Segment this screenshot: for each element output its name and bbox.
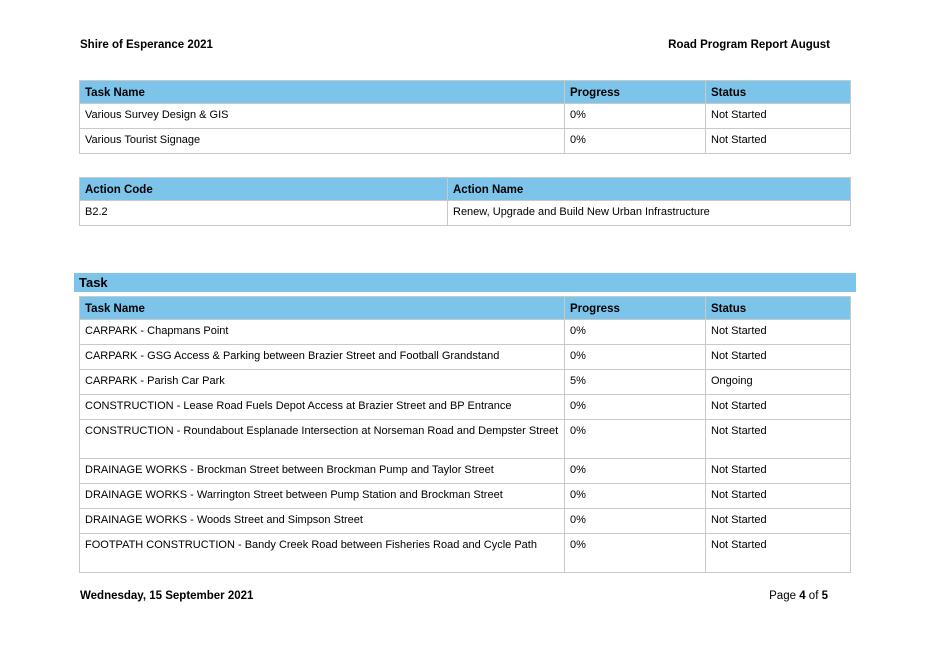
table-header-row	[80, 81, 851, 104]
task-name-cell: CARPARK - Parish Car Park	[80, 370, 565, 395]
column-header-task-name: Task Name	[80, 81, 565, 104]
column-header-status: Status	[706, 81, 851, 104]
page-footer	[80, 590, 830, 606]
report-title: Road Program Report August	[668, 39, 830, 51]
progress-cell: 5%	[565, 370, 706, 395]
progress-cell: 0%	[565, 484, 706, 509]
table-header-row	[80, 178, 851, 201]
progress-cell: 0%	[565, 104, 706, 129]
table-row	[80, 129, 851, 154]
column-header-action-code: Action Code	[80, 178, 448, 201]
task-table	[79, 296, 851, 573]
status-cell: Not Started	[706, 395, 851, 420]
column-header-progress: Progress	[565, 297, 706, 320]
task-name-cell: CONSTRUCTION - Roundabout Esplanade Intersection at Norseman Road and Dempster Street	[80, 420, 565, 459]
page-number	[769, 590, 828, 602]
status-cell: Not Started	[706, 484, 851, 509]
column-header-progress: Progress	[565, 81, 706, 104]
progress-cell: 0%	[565, 534, 706, 573]
status-cell: Not Started	[706, 459, 851, 484]
action-name-cell: Renew, Upgrade and Build New Urban Infrastructure	[448, 201, 851, 226]
table-row	[80, 104, 851, 129]
progress-cell: 0%	[565, 320, 706, 345]
report-date: Wednesday, 15 September 2021	[80, 590, 254, 602]
progress-cell: 0%	[565, 420, 706, 459]
page-current: 4	[799, 590, 806, 602]
page-of: of	[808, 590, 819, 602]
progress-cell: 0%	[565, 459, 706, 484]
status-cell: Not Started	[706, 345, 851, 370]
column-header-action-name: Action Name	[448, 178, 851, 201]
progress-cell: 0%	[565, 129, 706, 154]
action-table	[79, 177, 851, 226]
table-row	[80, 320, 851, 345]
table-row	[80, 395, 851, 420]
table-row	[80, 484, 851, 509]
table-row	[80, 459, 851, 484]
task-name-cell: CONSTRUCTION - Lease Road Fuels Depot Access at Brazier Street and BP Entrance	[80, 395, 565, 420]
page-prefix: Page	[769, 590, 796, 602]
column-header-task-name: Task Name	[80, 297, 565, 320]
status-cell: Not Started	[706, 420, 851, 459]
task-name-cell: CARPARK - Chapmans Point	[80, 320, 565, 345]
status-cell: Not Started	[706, 534, 851, 573]
task-name-cell: DRAINAGE WORKS - Woods Street and Simpson Street	[80, 509, 565, 534]
page-header	[80, 39, 832, 69]
task-name-cell: FOOTPATH CONSTRUCTION - Bandy Creek Road between Fisheries Road and Cycle Path	[80, 534, 565, 573]
progress-cell: 0%	[565, 395, 706, 420]
task-name-cell: CARPARK - GSG Access & Parking between Brazier Street and Football Grandstand	[80, 345, 565, 370]
table-row	[80, 370, 851, 395]
task-name-cell: Various Survey Design & GIS	[80, 104, 565, 129]
progress-cell: 0%	[565, 509, 706, 534]
table-row	[80, 534, 851, 573]
table-row	[80, 509, 851, 534]
status-cell: Not Started	[706, 104, 851, 129]
table-header-row	[80, 297, 851, 320]
table-row	[80, 201, 851, 226]
task-name-cell: DRAINAGE WORKS - Brockman Street between Brockman Pump and Taylor Street	[80, 459, 565, 484]
task-section-heading: Task	[74, 273, 856, 292]
task-name-cell: DRAINAGE WORKS - Warrington Street between Pump Station and Brockman Street	[80, 484, 565, 509]
status-cell: Ongoing	[706, 370, 851, 395]
table-row	[80, 345, 851, 370]
column-header-status: Status	[706, 297, 851, 320]
table-row	[80, 420, 851, 459]
task-name-cell: Various Tourist Signage	[80, 129, 565, 154]
status-cell: Not Started	[706, 129, 851, 154]
organization-name: Shire of Esperance 2021	[80, 39, 213, 51]
status-cell: Not Started	[706, 320, 851, 345]
status-cell: Not Started	[706, 509, 851, 534]
page-total: 5	[821, 590, 828, 602]
progress-cell: 0%	[565, 345, 706, 370]
action-code-cell: B2.2	[80, 201, 448, 226]
task-table-continued	[79, 80, 851, 154]
